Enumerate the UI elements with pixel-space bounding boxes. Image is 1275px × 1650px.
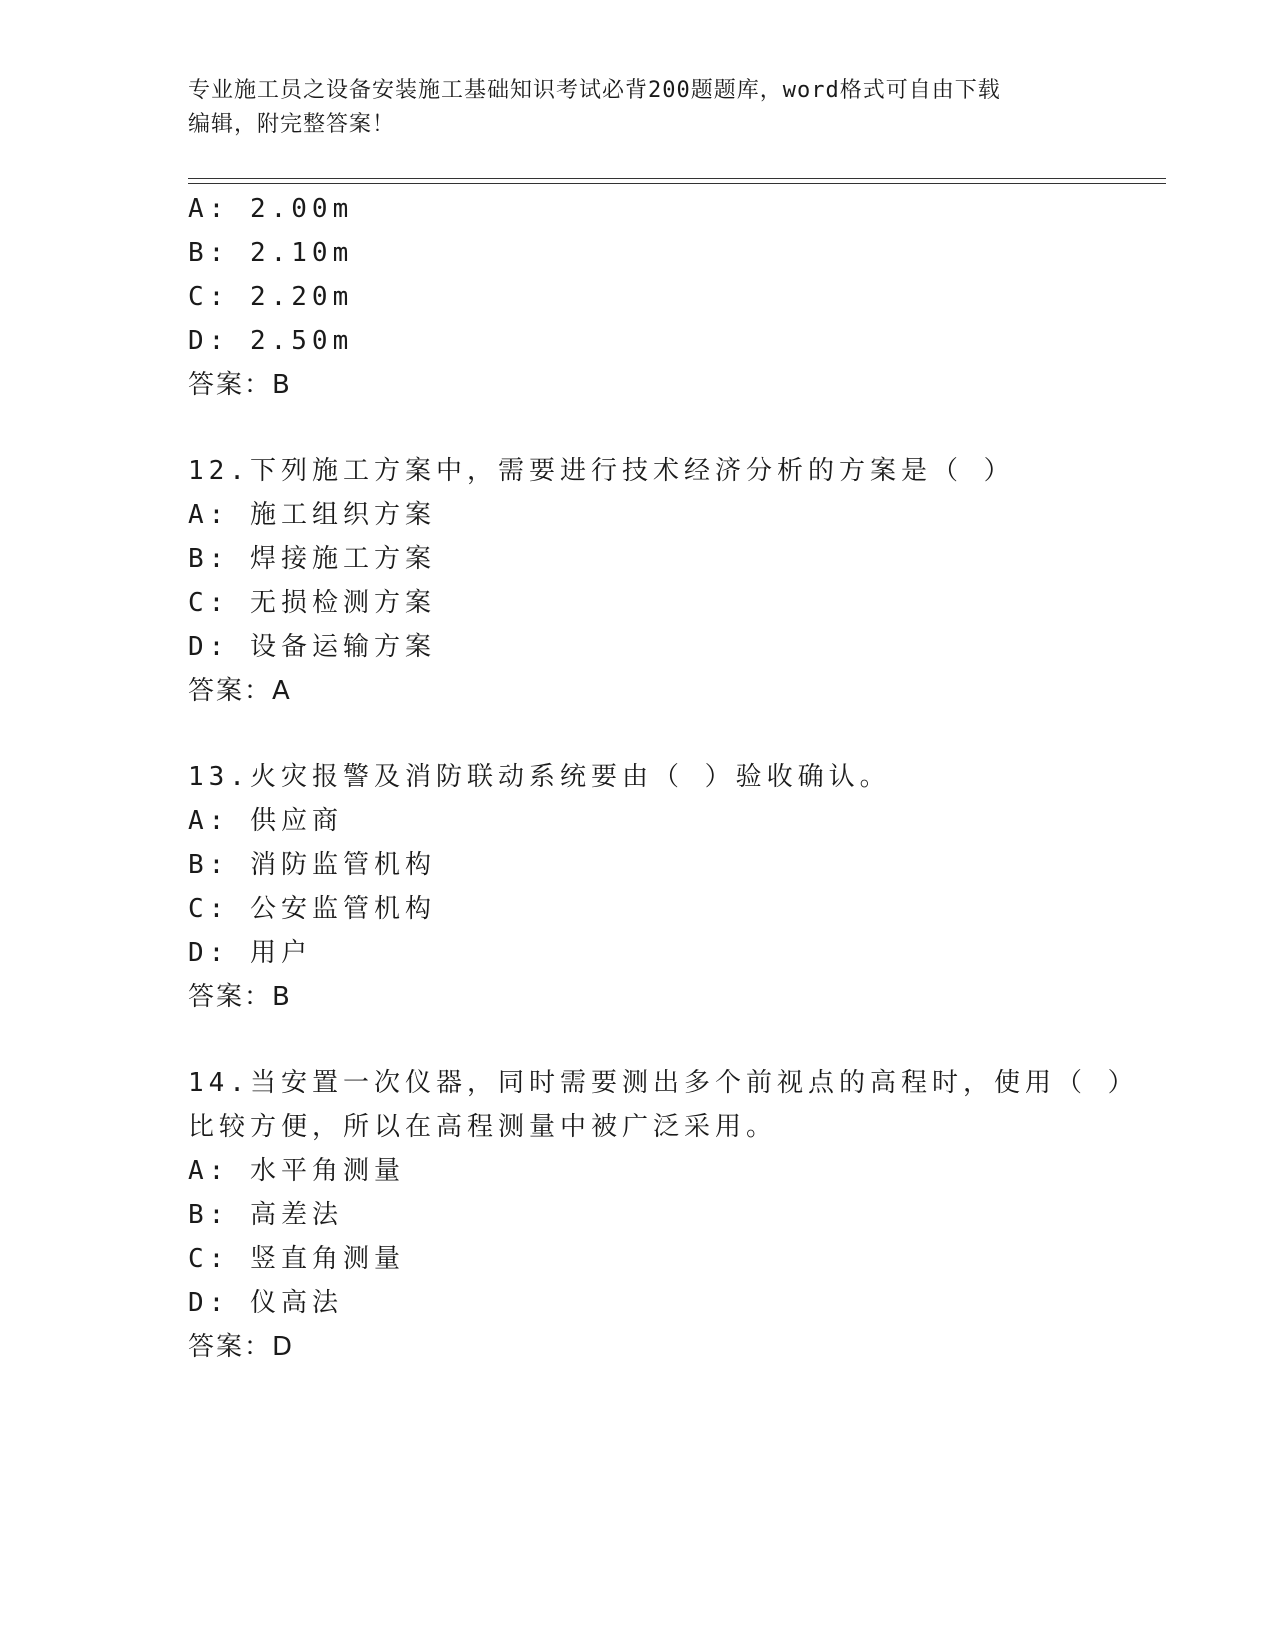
- q12-option-a: A: 施工组织方案: [188, 500, 436, 530]
- header-divider-bottom: [188, 183, 1166, 184]
- q12-answer: 答案：A: [188, 676, 292, 706]
- q14-question-line-2: 比较方便，所以在高程测量中被广泛采用。: [188, 1112, 778, 1142]
- q11-option-c: C: 2.20m: [188, 282, 354, 312]
- q12-question: 12.下列施工方案中，需要进行技术经济分析的方案是（ ）: [188, 456, 1015, 486]
- q13-option-a: A: 供应商: [188, 806, 343, 836]
- q11-answer: 答案：B: [188, 370, 292, 400]
- q12-option-c: C: 无损检测方案: [188, 588, 436, 618]
- q14-option-a: A: 水平角测量: [188, 1156, 405, 1186]
- header-title-line-2: 编辑，附完整答案！: [188, 112, 396, 137]
- q11-option-b: B: 2.10m: [188, 238, 354, 268]
- document-header: [188, 74, 1088, 142]
- q12-option-d: D: 设备运输方案: [188, 632, 436, 662]
- q14-question-line-1: 14.当安置一次仪器，同时需要测出多个前视点的高程时，使用（ ）: [188, 1068, 1139, 1098]
- q13-option-b: B: 消防监管机构: [188, 850, 436, 880]
- q13-answer: 答案：B: [188, 982, 292, 1012]
- q11-option-a: A: 2.00m: [188, 194, 354, 224]
- q14-option-c: C: 竖直角测量: [188, 1244, 405, 1274]
- q13-question: 13.火灾报警及消防联动系统要由（ ）验收确认。: [188, 762, 891, 792]
- q12-option-b: B: 焊接施工方案: [188, 544, 436, 574]
- q14-option-b: B: 高差法: [188, 1200, 343, 1230]
- header-divider-top: [188, 178, 1166, 179]
- q14-option-d: D: 仪高法: [188, 1288, 343, 1318]
- q13-option-c: C: 公安监管机构: [188, 894, 436, 924]
- q13-option-d: D: 用户: [188, 938, 312, 968]
- q14-answer: 答案：D: [188, 1332, 295, 1362]
- q11-option-d: D: 2.50m: [188, 326, 354, 356]
- header-title-line-1: 专业施工员之设备安装施工基础知识考试必背200题题库，word格式可自由下载: [188, 78, 1001, 103]
